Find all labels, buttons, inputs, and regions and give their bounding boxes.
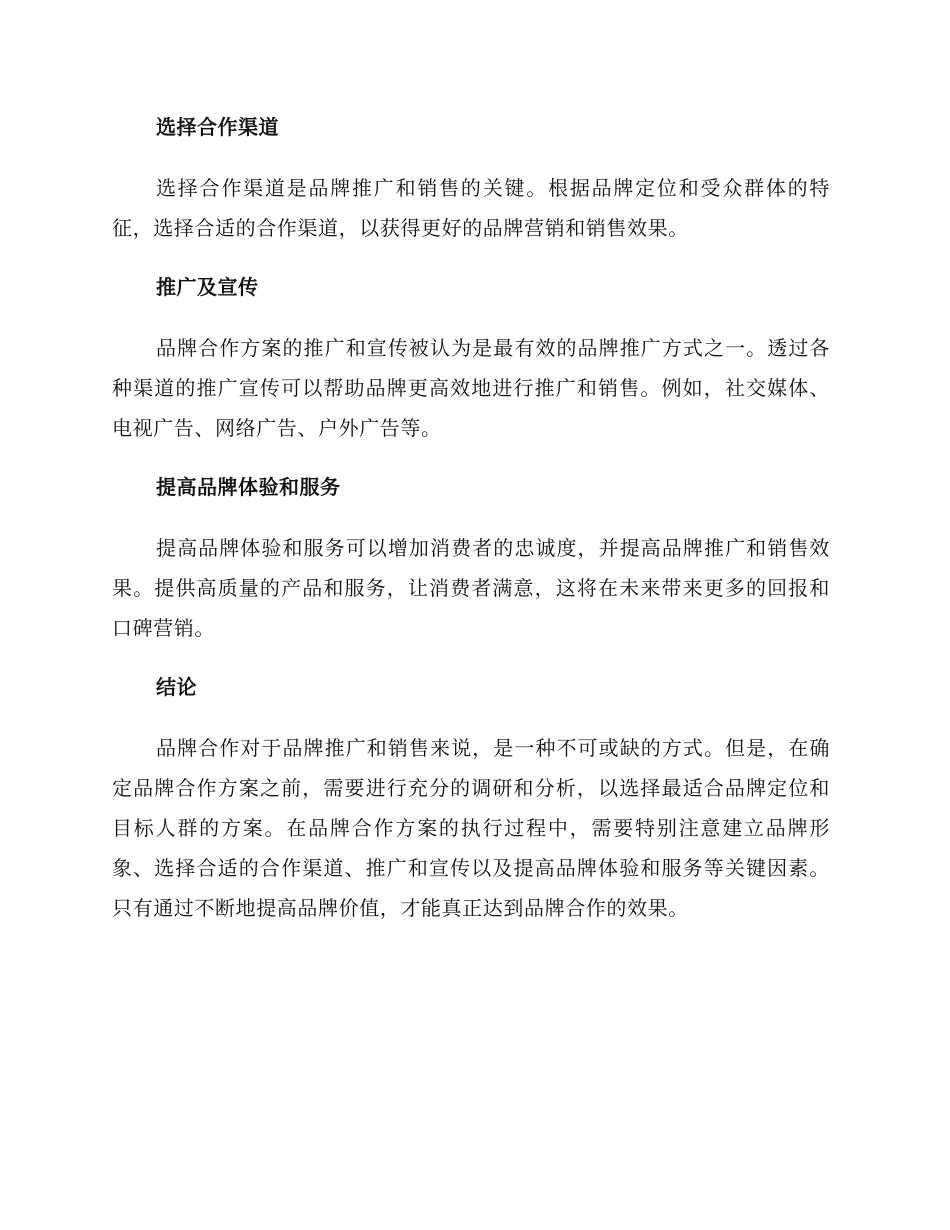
section-body-promotion: 品牌合作方案的推广和宣传被认为是最有效的品牌推广方式之一。透过各种渠道的推广宣传可以帮助品牌更高效地进行推广和销售。例如，社交媒体、电视广告、网络广告、户外广告等。 — [112, 336, 830, 440]
section-heading-conclusion: 结论 — [156, 675, 197, 699]
section-heading-channels: 选择合作渠道 — [156, 115, 279, 139]
section-body-conclusion: 品牌合作对于品牌推广和销售来说，是一种不可或缺的方式。但是，在确定品牌合作方案之前，需要进行充分的调研和分析，以选择最适合品牌定位和目标人群的方案。在品牌合作方案的执行过程中，需要特别注意建立品牌形象、选择合适的合作渠道、推广和宣传以及提高品牌体验和服务等关键因素。只有通过不断地提高品牌价值，才能真正达到品牌合作的效果。 — [112, 736, 830, 920]
section-body-experience: 提高品牌体验和服务可以增加消费者的忠诚度，并提高品牌推广和销售效果。提供高质量的产品和服务，让消费者满意，这将在未来带来更多的回报和口碑营销。 — [112, 536, 830, 640]
section-body-channels: 选择合作渠道是品牌推广和销售的关键。根据品牌定位和受众群体的特征，选择合适的合作渠道，以获得更好的品牌营销和销售效果。 — [112, 176, 830, 240]
section-heading-promotion: 推广及宣传 — [156, 275, 259, 299]
section-heading-experience: 提高品牌体验和服务 — [156, 475, 341, 499]
